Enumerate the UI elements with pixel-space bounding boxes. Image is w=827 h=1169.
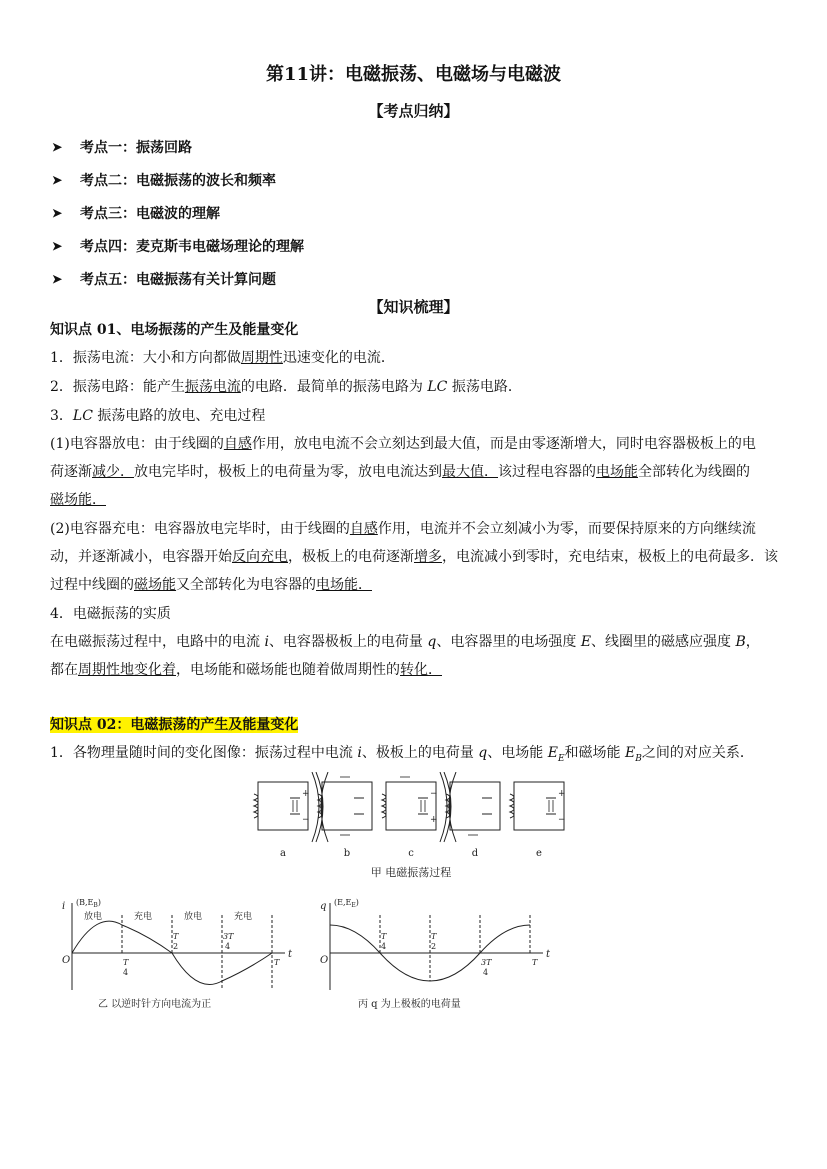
zhishi-header: 【知识梳理】: [368, 298, 459, 316]
svg-text:T: T: [274, 958, 280, 967]
circuit-e: [510, 782, 564, 830]
phase-label-3: 放电: [184, 912, 203, 922]
origin-label: O: [320, 955, 329, 966]
minus-sign-c: −: [430, 789, 438, 799]
origin-label: O: [62, 955, 71, 966]
figure-jia-caption: 甲 电磁振荡过程: [370, 866, 452, 879]
label-c: c: [408, 848, 414, 859]
k1-paragraph-7-line-1: 在电磁振荡过程中，电路中的电流 i、电容器极板上的电荷量 q、电容器里的电场强度 E、线圈里的磁感应强度 B，: [50, 634, 760, 650]
kaodian-item: ➤ 考点五：电磁振荡有关计算问题: [52, 271, 276, 288]
plus-sign-a: +: [302, 789, 310, 799]
svg-text:4: 4: [225, 942, 231, 951]
kaodian-list: [52, 130, 304, 295]
k1-paragraph-2: 2．振荡电路：能产生振荡电流的电路．最简单的振荡电路为 LC 振荡电路．: [50, 379, 522, 395]
circuit-c: [382, 782, 436, 830]
svg-text:T: T: [532, 958, 538, 967]
figure-bing-caption: 丙 q 为上极板的电荷量: [358, 999, 461, 1010]
svg-text:T: T: [431, 932, 437, 941]
k1-paragraph-5-line-3: 过程中线圈的磁场能又全部转化为电容器的电场能．: [50, 577, 372, 593]
axis-x-label: t: [546, 949, 551, 960]
k1-paragraph-6: 4．电磁振荡的实质: [50, 606, 171, 622]
svg-text:4: 4: [381, 942, 387, 951]
kaodian-item: ➤ 考点四：麦克斯韦电磁场理论的理解: [52, 238, 304, 255]
k2-heading: 知识点 02：电磁振荡的产生及能量变化: [50, 717, 299, 733]
circuit-a: [254, 782, 308, 830]
arrow-bullet-icon: ➤: [52, 271, 63, 286]
svg-text:4: 4: [483, 968, 489, 977]
k1-heading: 知识点 01、电场振荡的产生及能量变化: [50, 322, 299, 338]
k1-paragraph-3: 3．LC 振荡电路的放电、充电过程: [50, 408, 266, 424]
label-e: e: [536, 848, 542, 859]
figure-yi-caption: 乙 以逆时针方向电流为正: [98, 999, 212, 1010]
arrow-bullet-icon: ➤: [52, 205, 63, 220]
axis-y2-label: $(E,E_E)$: [334, 898, 359, 909]
svg-text:2: 2: [173, 942, 179, 951]
k1-paragraph-4-line-3: 磁场能．: [50, 492, 106, 508]
label-a: a: [280, 848, 286, 859]
arrow-bullet-icon: ➤: [52, 139, 63, 154]
phase-label-2: 充电: [134, 912, 153, 922]
kaodian-item: ➤ 考点一：振荡回路: [52, 139, 192, 156]
svg-text:3T: 3T: [481, 958, 492, 967]
kaodian-item: ➤ 考点三：电磁波的理解: [52, 205, 220, 222]
plus-sign-c: +: [430, 815, 438, 825]
k1-paragraph-5-line-2: 动，并逐渐减小，电容器开始反向充电，极板上的电荷逐渐增多，电流减小到零时，充电结束，极板上的电荷最多．该: [50, 549, 778, 565]
label-d: d: [471, 848, 479, 859]
svg-text:T: T: [173, 932, 179, 941]
circuit-b: [312, 772, 372, 842]
phase-label-4: 充电: [234, 912, 253, 922]
axis-y-label: i: [62, 901, 66, 912]
axis-y-label: q: [320, 901, 327, 912]
arrow-bullet-icon: ➤: [52, 238, 63, 253]
arrow-bullet-icon: ➤: [52, 172, 63, 187]
k1-paragraph-5-line-1: (2)电容器充电：电容器放电完毕时，由于线圈的自感作用，电流并不会立刻减小为零，而要保持原来的方向继续流: [50, 521, 756, 537]
minus-sign-e: −: [558, 815, 566, 825]
plus-sign-e: +: [558, 789, 566, 799]
kaodian-header: 【考点归纳】: [368, 102, 459, 120]
kaodian-item: ➤ 考点二：电磁振荡的波长和频率: [52, 172, 276, 189]
k1-paragraph-1: 1．振荡电流：大小和方向都做周期性迅速变化的电流．: [50, 350, 395, 366]
oscillation-process-figure: [250, 772, 590, 882]
k1-paragraph-7-line-2: 都在周期性地变化着，电场能和磁场能也随着做周期性的转化．: [50, 662, 442, 678]
current-graph-figure: [60, 895, 300, 1015]
k1-paragraph-4-line-1: (1)电容器放电：由于线圈的自感作用，放电电流不会立刻达到最大值，而是由零逐渐增大，同时电容器极板上的电: [50, 436, 756, 452]
k2-paragraph-1: 1．各物理量随时间的变化图像：振荡过程中电流 i、极板上的电荷量 q、电场能 $E_E$和磁场能 $E_B$之间的对应关系．: [50, 745, 754, 764]
svg-text:3T: 3T: [223, 932, 234, 941]
charge-graph-figure: [318, 895, 558, 1015]
axis-y2-label: $(B,E_B)$: [76, 898, 101, 909]
svg-text:2: 2: [431, 942, 437, 951]
svg-text:T: T: [123, 958, 129, 967]
phase-label-1: 放电: [84, 912, 103, 922]
minus-sign-a: −: [302, 815, 310, 825]
label-b: b: [343, 848, 351, 859]
svg-text:T: T: [381, 932, 387, 941]
axis-x-label: t: [288, 949, 293, 960]
circuit-d: [440, 772, 500, 842]
k1-paragraph-4-line-2: 荷逐渐减少．放电完毕时，极板上的电荷量为零，放电电流达到最大值．该过程电容器的电场能全部转化为线圈的: [50, 464, 750, 480]
page-title: 第11讲：电磁振荡、电磁场与电磁波: [265, 64, 562, 85]
svg-text:4: 4: [123, 968, 129, 977]
